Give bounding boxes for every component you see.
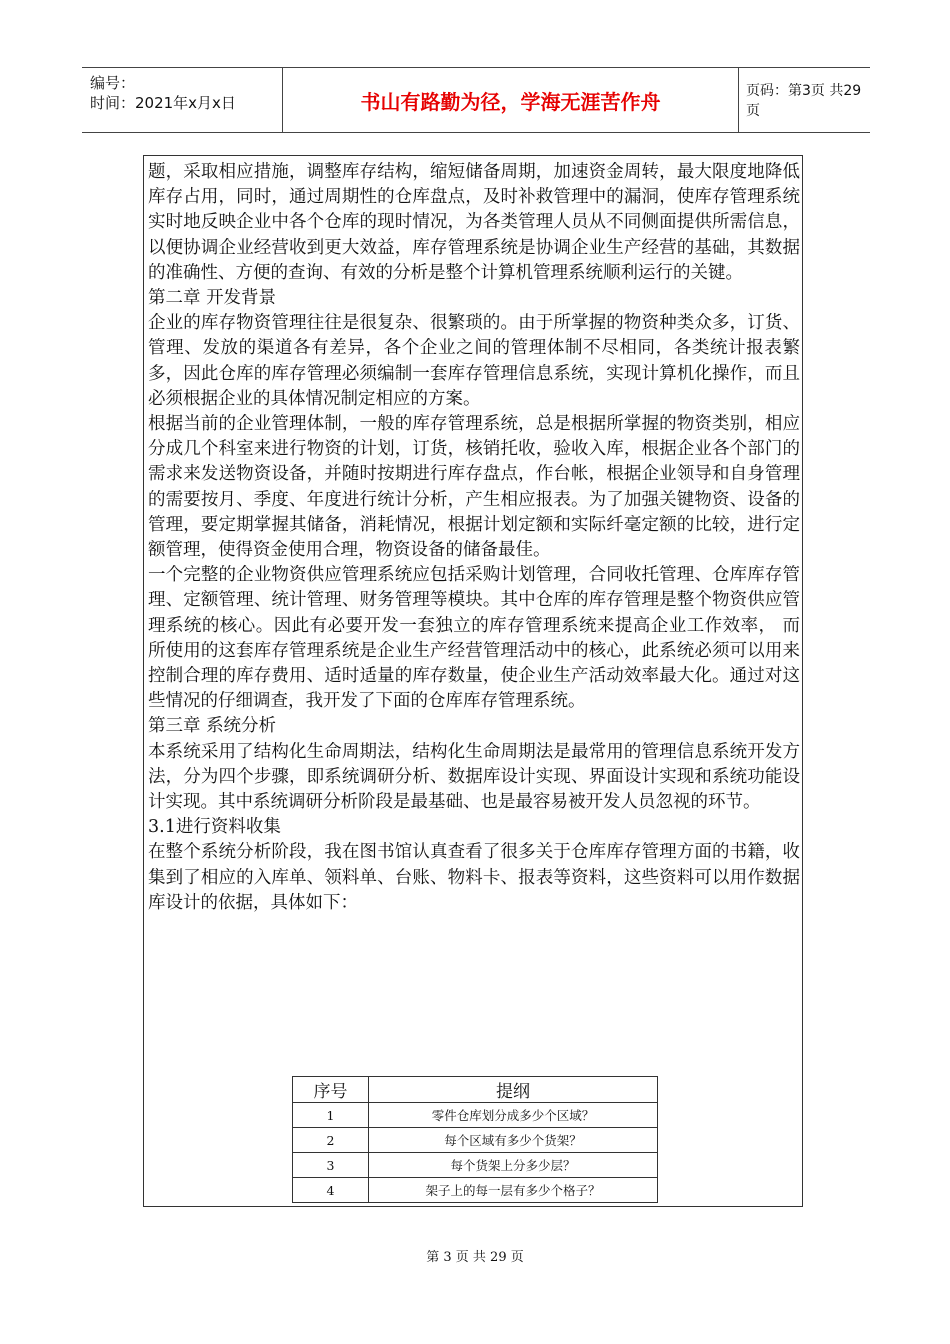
header-divider bbox=[738, 68, 739, 132]
table-cell-outline: 架子上的每一层有多少个格子？ bbox=[369, 1178, 658, 1203]
paragraph: 本系统采用了结构化生命周期法，结构化生命周期法是最常用的管理信息系统开发方法，分为四个步骤，即系统调研分析、数据库设计实现、界面设计实现和系统功能设计实现。其中系统调研分析阶段是最基础、也是最容易被开发人员忽视的环节。 bbox=[148, 741, 800, 813]
paragraph: 在整个系统分析阶段，我在图书馆认真查看了很多关于仓库库存管理方面的书籍，收集到了相应的入库单、领料单、台账、物料卡、报表等资料，这些资料可以用作数据库设计的依据，具体如下： bbox=[148, 842, 800, 913]
content-box bbox=[143, 155, 803, 1207]
header-page-info: 页码：第3页 共29页 bbox=[746, 83, 862, 119]
paragraph: 题，采取相应措施，调整库存结构，缩短储备周期，加速资金周转，最大限度地降低库存占用，同时，通过周期性的仓库盘点，及时补救管理中的漏洞，使库存管理系统实时地反映企业中各个仓库的现时情况，为各类管理人员从不同侧面提供所需信息，以便协调企业经营收到更大效益，库存管理系统是协调企业生产经营的基础，其数据的准确性、方便的查询、有效的分析是整个计算机管理系统顺利运行的关键。 bbox=[148, 162, 800, 283]
table-cell-outline: 每个货架上分多少层？ bbox=[369, 1153, 658, 1178]
header-meta bbox=[82, 68, 282, 132]
table-header-row bbox=[293, 1077, 658, 1103]
paragraph: 根据当前的企业管理体制，一般的库存管理系统，总是根据所掌握的物资类别，相应分成几个科室来进行物资的计划，订货，核销托收，验收入库，根据企业各个部门的需求来发送物资设备，并随时按期进行库存盘点，作台帐，根据企业领导和自身管理的需要按月、季度、年度进行统计分析，产生相应报表。为了加强关键物资、设备的管理，要定期掌握其储备，消耗情况，根据计划定额和实际纤毫定额的比较，进行定额管理，使得资金使用合理，物资设备的储备最佳。 bbox=[148, 414, 800, 561]
table-cell-index: 3 bbox=[293, 1153, 369, 1178]
table-row bbox=[293, 1128, 658, 1153]
body-text bbox=[148, 160, 800, 916]
table-row bbox=[293, 1153, 658, 1178]
paragraph: 企业的库存物资管理往往是很复杂、很繁琐的。由于所掌握的物资种类众多，订货、管理、发放的渠道各有差异，各个企业之间的管理体制不尽相同，各类统计报表繁多，因此仓库的库存管理必须编制一套库存管理信息系统，实现计算机化操作，而且必须根据企业的具体情况制定相应的方案。 bbox=[148, 313, 800, 409]
outline-table bbox=[292, 1076, 658, 1203]
header-motto: 书山有路勤为径，学海无涯苦作舟 bbox=[360, 89, 661, 114]
table-header-index: 序号 bbox=[293, 1077, 369, 1103]
header-number-label: 编号： bbox=[90, 74, 136, 92]
table-header-outline: 提纲 bbox=[369, 1077, 658, 1103]
table-row bbox=[293, 1178, 658, 1203]
section-heading: 3.1进行资料收集 bbox=[148, 817, 281, 838]
table-cell-index: 1 bbox=[293, 1103, 369, 1128]
chapter-heading: 第三章 系统分析 bbox=[148, 716, 277, 737]
page-header bbox=[82, 67, 870, 133]
header-time-label: 时间：2021年x月x日 bbox=[90, 94, 236, 112]
table-cell-index: 4 bbox=[293, 1178, 369, 1203]
table-cell-index: 2 bbox=[293, 1128, 369, 1153]
chapter-heading: 第二章 开发背景 bbox=[148, 288, 277, 309]
page-footer: 第 3 页 共 29 页 bbox=[426, 1250, 524, 1265]
table-row bbox=[293, 1103, 658, 1128]
table-cell-outline: 零件仓库划分成多少个区域？ bbox=[369, 1103, 658, 1128]
paragraph: 一个完整的企业物资供应管理系统应包括采购计划管理，合同收托管理、仓库库存管理、定额管理、统计管理、财务管理等模块。其中仓库的库存管理是整个物资供应管理系统的核心。因此有必要开发一套独立的库存管理系统来提高企业工作效率， 而所使用的这套库存管理系统是企业生产经营管理活动中的核心，此系统必须可以用来控制合理的库存费用、适时适量的库存数量，使企业生产活动效率最大化。通过对这些情况的仔细调查，我开发了下面的仓库库存管理系统。 bbox=[148, 565, 800, 712]
table-cell-outline: 每个区域有多少个货架？ bbox=[369, 1128, 658, 1153]
